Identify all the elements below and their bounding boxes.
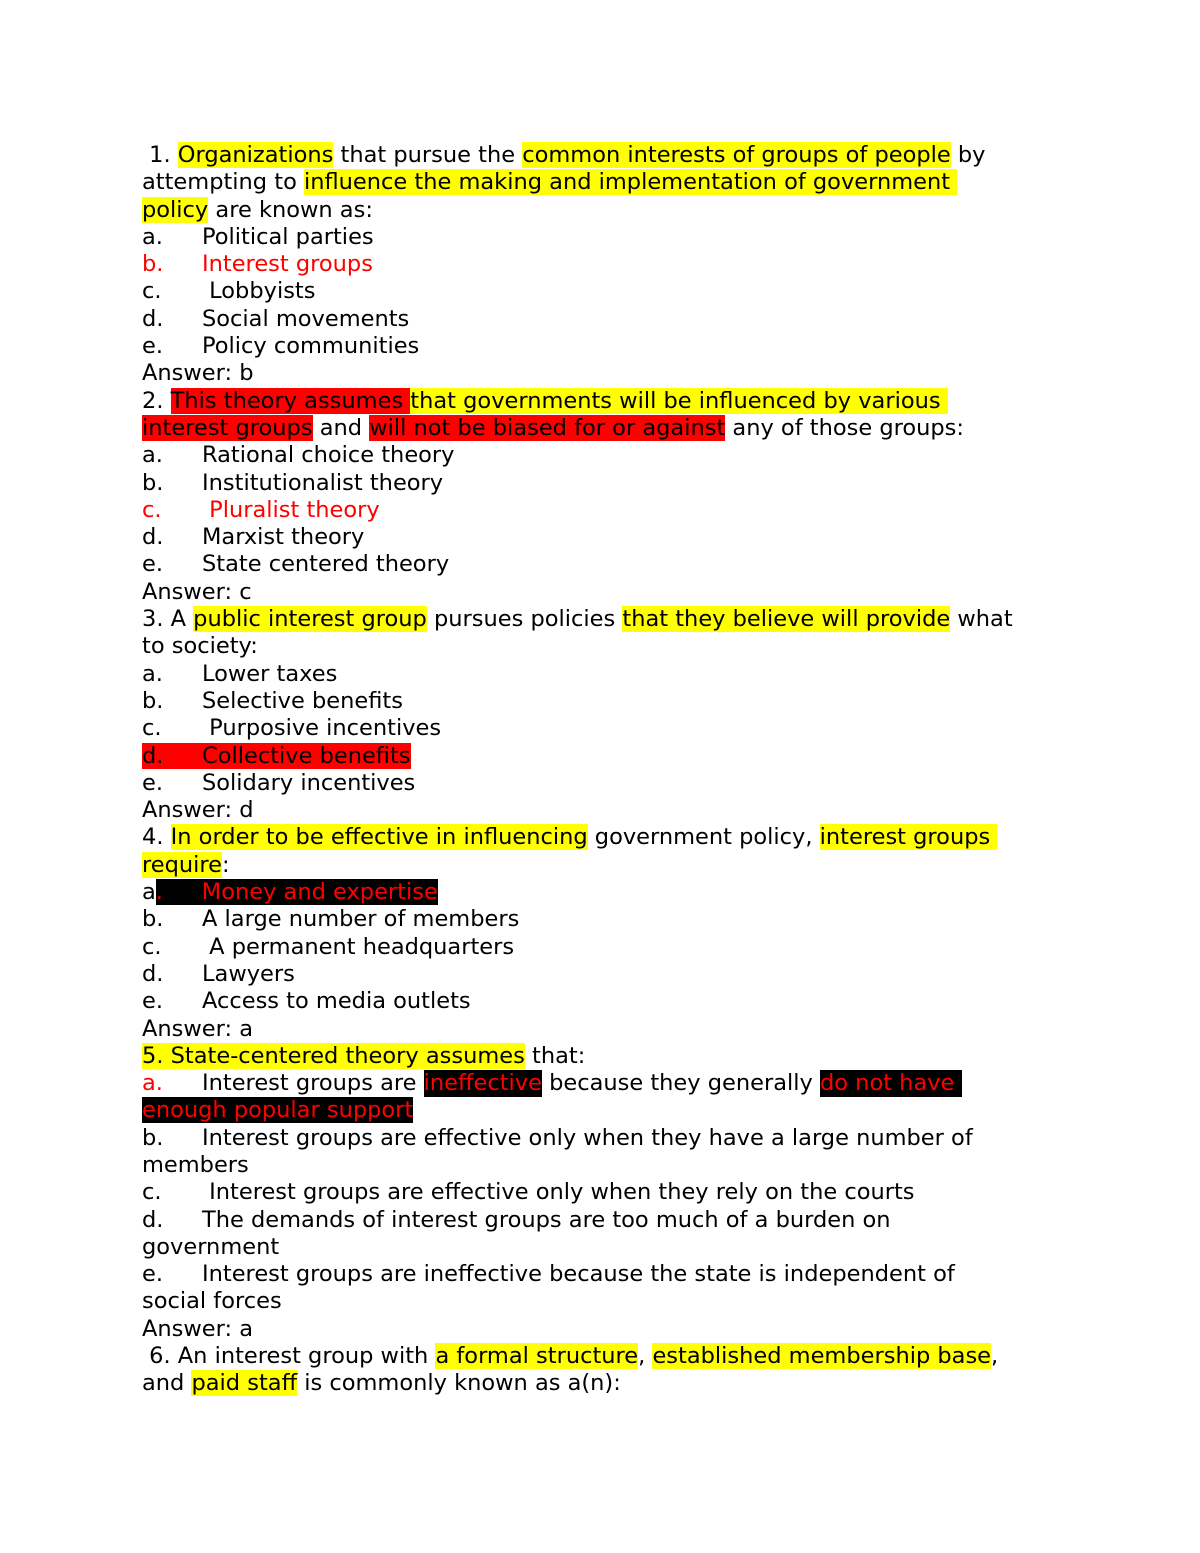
question-4 [142,824,1062,1042]
option-b: b. Institutionalist theory [142,469,444,496]
option-e: e. Interest groups are ineffective because the state is independent of [142,1261,955,1288]
highlight: public interest group [193,606,427,633]
question-6 [142,1343,1062,1398]
option-b: b. Interest groups are effective only when they have a large number of [142,1124,973,1151]
highlight: . Money and expertise [155,879,438,906]
question-2 [142,388,1062,606]
option-b: b. A large number of members [142,906,520,933]
highlight: that they believe will provide [622,606,951,633]
option-e: e. State centered theory [142,551,450,578]
option-d: d. Lawyers [142,960,295,987]
highlight: ineffective [423,1070,542,1097]
question-text-line: 6. An interest group with a formal structure, established membership base, [142,1343,999,1370]
option-c: c. A permanent headquarters [142,933,515,960]
option-a: a. Lower taxes [142,660,338,687]
highlight: In order to be effective in influencing [170,824,588,851]
question-text-line: to society: [142,633,258,660]
answer-line: Answer: a [142,1015,253,1042]
highlight: influence the making and implementation of government [303,169,958,196]
answer-line: Answer: a [142,1315,253,1342]
highlight: d. Collective benefits [142,742,411,769]
highlight: that governments will be influenced by various [410,387,948,414]
question-text-line: 3. A public interest group pursues policies that they believe will provide what [142,606,1013,633]
highlight: common interests of groups of people [522,142,951,168]
question-5 [142,1043,1062,1343]
highlight: This theory assumes [170,387,411,414]
highlight: do not have [819,1070,962,1097]
highlight: a formal structure [435,1343,639,1370]
quiz-content [142,142,1062,1398]
highlight: 5 [142,1042,157,1069]
option-c: c. Interest groups are effective only when they rely on the courts [142,1179,915,1206]
question-text-line: 2. This theory assumes that governments will be influenced by various [142,387,948,414]
option-e-continuation: social forces [142,1288,282,1315]
highlight: require [142,851,222,878]
highlight: paid staff [191,1370,298,1397]
option-a-correct: a. Money and expertise [142,879,438,906]
question-text-line: require: [142,851,230,878]
highlight: established membership base [652,1343,992,1370]
option-b-correct: b. Interest groups [142,251,373,278]
highlight: interest groups [819,824,998,851]
option-d: d. Social movements [142,305,410,332]
option-e: e. Access to media outlets [142,988,471,1015]
question-text-line: 4. In order to be effective in influencing government policy, interest groups [142,824,998,851]
option-d: d. The demands of interest groups are too much of a burden on [142,1206,891,1233]
highlight: policy [142,196,209,223]
option-b: b. Selective benefits [142,687,403,714]
question-text-line: 1. Organizations that pursue the common interests of groups of people by [142,142,986,168]
option-d: d. Marxist theory [142,524,365,551]
option-a: a. Rational choice theory [142,442,455,469]
question-text-line: attempting to influence the making and implementation of government [142,169,958,196]
option-c: c. Lobbyists [142,278,316,305]
highlight: will not be biased for or against [369,414,726,441]
option-a: a. Political parties [142,223,374,250]
question-1 [142,142,1062,388]
question-text-line: interest groups and will not be biased for or against any of those groups: [142,414,964,441]
question-text-line: 5. State-centered theory assumes that: [142,1042,586,1069]
option-b-continuation: members [142,1151,249,1178]
option-e: e. Solidary incentives [142,769,416,796]
question-3 [142,606,1062,824]
option-a-continuation [142,1097,1062,1124]
option-e: e. Policy communities [142,333,420,360]
highlight: . State-centered theory assumes [156,1042,525,1069]
option-d-correct [142,743,1062,770]
highlight: enough popular support [142,1097,414,1124]
answer-line: Answer: b [142,360,254,387]
option-c: c. Purposive incentives [142,715,442,742]
answer-line: Answer: c [142,578,252,605]
option-d-continuation: government [142,1233,280,1260]
highlight: Organizations [177,142,334,168]
answer-line: Answer: d [142,797,254,824]
option-a-correct: a. Interest groups are ineffective because they generally do not have [142,1070,962,1097]
question-text-line: and paid staff is commonly known as a(n): [142,1370,621,1397]
highlight: interest groups [142,414,313,441]
option-c-correct: c. Pluralist theory [142,496,380,523]
question-text-line: policy are known as: [142,196,373,223]
